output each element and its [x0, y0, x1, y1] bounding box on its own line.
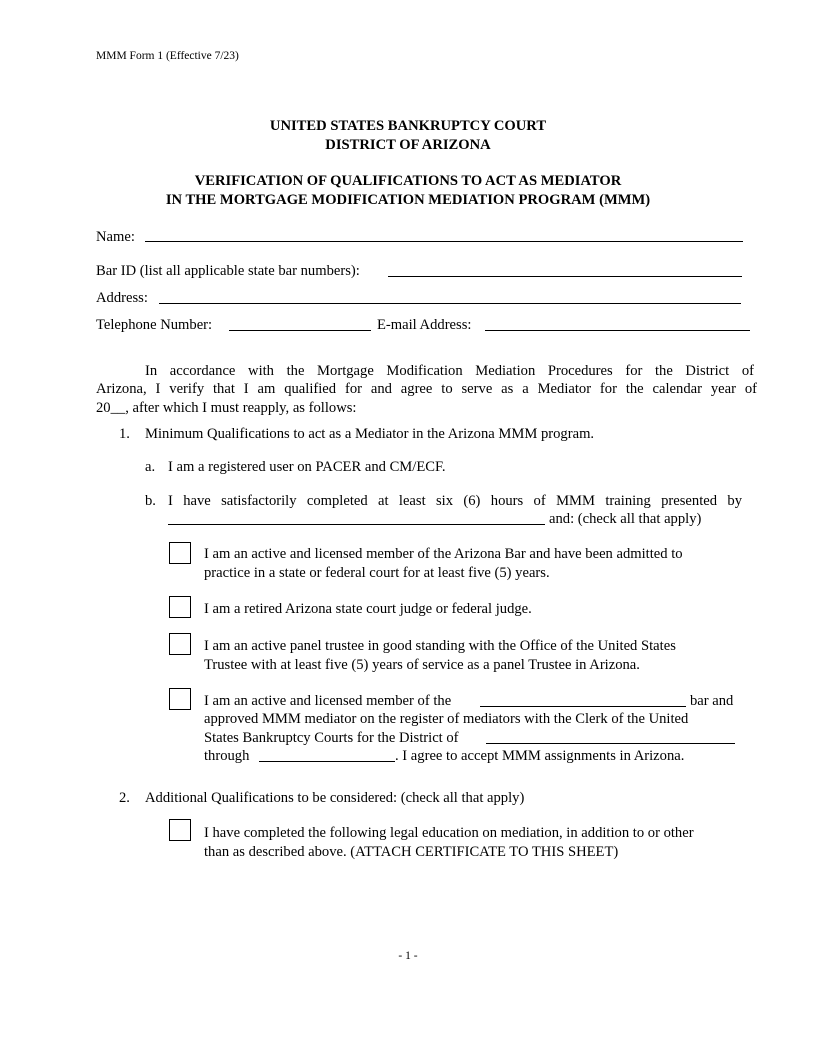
intro-line1: In accordance with the Mortgage Modification Mediation Procedures for the District of	[145, 363, 754, 379]
page-number: - 1 -	[398, 950, 418, 962]
option4-line3-prefix: States Bankruptcy Courts for the District of	[204, 730, 459, 746]
item-b-letter: b.	[145, 493, 156, 509]
item-a-letter: a.	[145, 459, 156, 475]
form-heading-line1: VERIFICATION OF QUALIFICATIONS TO ACT AS MEDIATOR	[194, 173, 622, 189]
other-bar-mediator-checkbox[interactable]	[169, 688, 191, 710]
section2-title: Additional Qualifications to be considered: (check all that apply)	[145, 790, 525, 806]
name-field[interactable]	[145, 241, 743, 242]
name-label: Name:	[96, 229, 135, 245]
telephone-field[interactable]	[229, 330, 371, 331]
option1-line1: I am an active and licensed member of the Arizona Bar and have been admitted to	[204, 546, 683, 562]
item-b-line2-suffix: and: (check all that apply)	[549, 511, 702, 527]
item-a-text: I am a registered user on PACER and CM/ECF.	[168, 459, 446, 475]
legal-education-checkbox[interactable]	[169, 819, 191, 841]
option4-line1-prefix: I am an active and licensed member of the	[204, 693, 452, 709]
arizona-bar-checkbox[interactable]	[169, 542, 191, 564]
bar-id-field[interactable]	[388, 276, 742, 277]
panel-trustee-checkbox[interactable]	[169, 633, 191, 655]
telephone-label: Telephone Number:	[96, 317, 213, 333]
option4-line4-suffix: . I agree to accept MMM assignments in Arizona.	[395, 748, 685, 764]
training-provider-field[interactable]	[168, 524, 545, 525]
option4-line1-suffix: bar and	[690, 693, 734, 709]
intro-line3: 20__, after which I must reapply, as follows:	[96, 400, 357, 416]
retired-judge-checkbox[interactable]	[169, 596, 191, 618]
form-label: MMM Form 1 (Effective 7/23)	[96, 50, 239, 62]
option1-line2: practice in a state or federal court for at least five (5) years.	[204, 565, 550, 581]
option4-line2: approved MMM mediator on the register of mediators with the Clerk of the United	[204, 711, 689, 727]
intro-line2: Arizona, I verify that I am qualified for and agree to serve as a Mediator for the calendar year of	[96, 381, 757, 397]
form-heading-line2: IN THE MORTGAGE MODIFICATION MEDIATION PROGRAM (MMM)	[165, 192, 651, 208]
option4-line4-prefix: through	[204, 748, 250, 764]
section1-number: 1.	[119, 426, 130, 442]
address-field[interactable]	[159, 303, 741, 304]
email-label: E-mail Address:	[377, 317, 472, 333]
district-name: DISTRICT OF ARIZONA	[325, 137, 491, 153]
option3-line1: I am an active panel trustee in good standing with the Office of the United States	[204, 638, 676, 654]
other-district-field[interactable]	[486, 743, 735, 744]
section1-title: Minimum Qualifications to act as a Mediator in the Arizona MMM program.	[145, 426, 595, 442]
section2-option-line2: than as described above. (ATTACH CERTIFICATE TO THIS SHEET)	[204, 844, 619, 860]
item-b-line1: I have satisfactorily completed at least six (6) hours of MMM training presented by	[168, 493, 742, 509]
other-bar-field[interactable]	[480, 706, 686, 707]
option2-line1: I am a retired Arizona state court judge or federal judge.	[204, 601, 532, 617]
email-field[interactable]	[485, 330, 750, 331]
address-label: Address:	[96, 290, 148, 306]
section2-option-line1: I have completed the following legal education on mediation, in addition to or other	[204, 825, 694, 841]
register-through-date-field[interactable]	[259, 761, 395, 762]
court-name: UNITED STATES BANKRUPTCY COURT	[269, 118, 547, 134]
option3-line2: Trustee with at least five (5) years of service as a panel Trustee in Arizona.	[204, 657, 640, 673]
section2-number: 2.	[119, 790, 130, 806]
bar-id-label: Bar ID (list all applicable state bar numbers):	[96, 263, 360, 279]
